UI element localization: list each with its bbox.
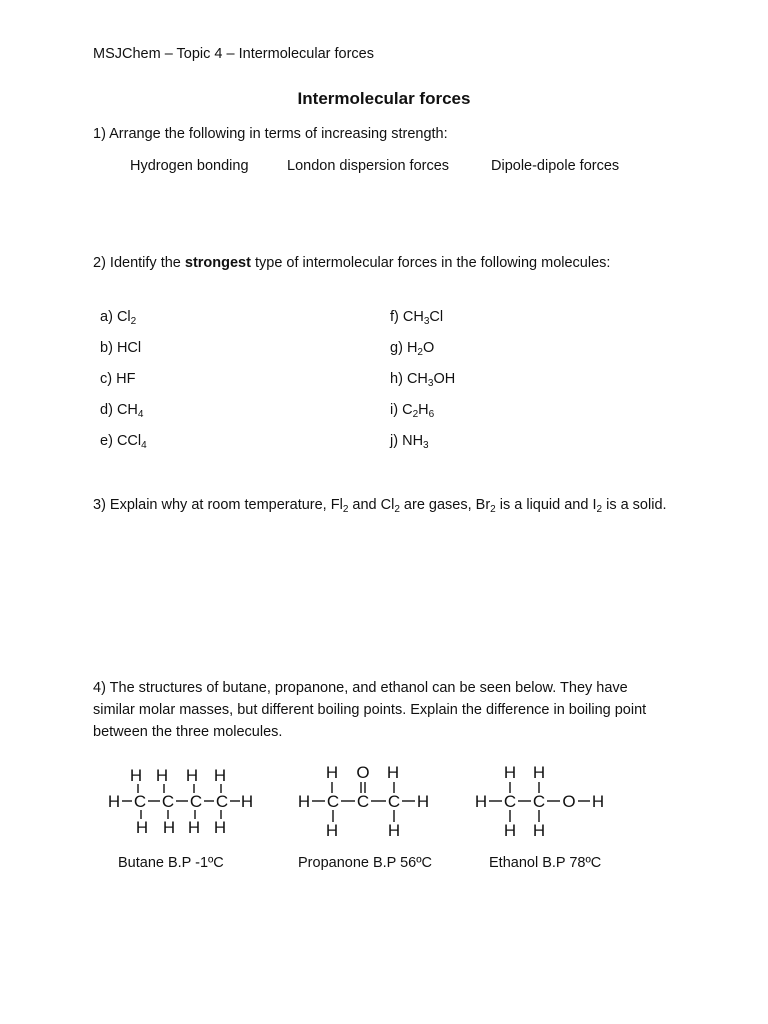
subscript: 6 (428, 409, 435, 420)
item-label: d) (100, 402, 113, 418)
atom-o: O (562, 792, 576, 811)
molecule-formula (117, 433, 147, 449)
subscript: 2 (490, 504, 496, 515)
atom-h: H (591, 792, 605, 811)
formula-text: 3) Explain why at room temperature, Fl (93, 497, 343, 513)
molecule-formula (407, 340, 434, 356)
item-label: c) (100, 371, 113, 387)
molecule-item (100, 337, 141, 359)
molecule-item (390, 337, 434, 359)
atom-h: H (503, 763, 517, 782)
ethanol-caption: Ethanol B.P 78ºC (489, 855, 602, 871)
molecule-item (100, 430, 147, 452)
subscript: 3 (427, 378, 434, 389)
subscript: 2 (130, 316, 137, 327)
question-2-text-start: 2) Identify the (93, 255, 185, 271)
molecule-formula (407, 371, 455, 387)
atom-h: H (503, 821, 517, 840)
atom-h: H (297, 792, 311, 811)
molecule-item (390, 399, 434, 421)
question-2-text-bold: strongest (184, 255, 251, 271)
item-label: a) (100, 309, 113, 325)
item-label: e) (100, 433, 113, 449)
formula-text: O (422, 340, 435, 356)
atom-h: H (474, 792, 488, 811)
formula-text: CH (402, 309, 424, 325)
molecule-formula (403, 309, 443, 325)
molecule-formula (117, 402, 144, 418)
molecule-formula (117, 340, 141, 356)
formula-text: CH (116, 402, 138, 418)
subscript: 2 (596, 504, 603, 515)
atom-h: H (240, 792, 254, 811)
molecule-item (390, 306, 443, 328)
molecule-formula (402, 402, 434, 418)
force-hydrogen-bonding: Hydrogen bonding (130, 158, 249, 174)
atom-h: H (387, 821, 401, 840)
subscript: 4 (137, 409, 144, 420)
page-header: MSJChem – Topic 4 – Intermolecular forces (93, 46, 374, 62)
atom-c: C (387, 792, 401, 811)
formula-text: HCl (116, 340, 142, 356)
subscript: 2 (394, 504, 400, 515)
atom-h: H (135, 818, 149, 837)
atom-h: H (325, 763, 339, 782)
ethanol-structure (466, 758, 616, 843)
molecule-formula (402, 433, 429, 449)
atom-c: C (215, 792, 229, 811)
butane-caption: Butane B.P -1ºC (118, 855, 224, 871)
atom-h: H (532, 821, 546, 840)
propanone-structure (290, 758, 440, 843)
atom-c: C (503, 792, 517, 811)
molecule-formula (116, 371, 135, 387)
molecule-item (100, 306, 136, 328)
question-2-text (93, 252, 673, 274)
formula-text: Cl (116, 309, 131, 325)
atom-o: O (356, 763, 370, 782)
formula-text: NH (402, 433, 424, 449)
molecule-item (390, 368, 455, 390)
atom-h: H (213, 766, 227, 785)
formula-text: C (402, 402, 413, 418)
formula-text: H (406, 340, 418, 356)
subscript: 2 (412, 409, 419, 420)
subscript: 4 (141, 440, 147, 451)
item-label: b) (100, 340, 113, 356)
page-title: Intermolecular forces (297, 89, 471, 108)
atom-h: H (416, 792, 430, 811)
question-4-text: 4) The structures of butane, propanone, and ethanol can be seen below. They have similar molar masses, but different boiling points. Explain the difference in boiling point between the three molecules. (93, 680, 647, 740)
question-3-text (93, 494, 673, 516)
formula-text: are gases, Br (399, 497, 491, 513)
question-1-text: 1) Arrange the following in terms of increasing strength: (93, 126, 448, 142)
formula-text: CCl (116, 433, 142, 449)
atom-c: C (356, 792, 370, 811)
force-london-dispersion: London dispersion forces (287, 158, 450, 174)
atom-h: H (162, 818, 176, 837)
molecule-item (100, 399, 143, 421)
formula-text: is a liquid and I (495, 497, 597, 513)
formula-text: OH (433, 371, 456, 387)
item-label: i) (390, 402, 399, 418)
item-label: j) (390, 433, 399, 449)
formula-text: HF (116, 371, 136, 387)
atom-h: H (107, 792, 121, 811)
atom-h: H (532, 763, 546, 782)
atom-c: C (133, 792, 147, 811)
formula-text: is a solid. (602, 497, 667, 513)
question-2-text-end: type of intermolecular forces in the following molecules: (250, 255, 611, 271)
atom-c: C (161, 792, 175, 811)
item-label: f) (390, 309, 399, 325)
atom-h: H (185, 766, 199, 785)
atom-h: H (129, 766, 143, 785)
force-dipole-dipole: Dipole-dipole forces (491, 158, 620, 174)
subscript: 3 (423, 440, 429, 451)
subscript: 2 (417, 347, 423, 358)
item-label: g) (390, 340, 403, 356)
atom-h: H (213, 818, 227, 837)
atom-h: H (325, 821, 339, 840)
formula-text: and Cl (348, 497, 395, 513)
item-label: h) (390, 371, 403, 387)
molecule-item (100, 368, 135, 390)
molecule-formula (117, 309, 136, 325)
molecule-item (390, 430, 429, 452)
butane-structure (100, 758, 265, 843)
subscript: 2 (342, 504, 349, 515)
formula-text: Cl (429, 309, 444, 325)
atom-h: H (187, 818, 201, 837)
subscript: 3 (423, 316, 430, 327)
atom-c: C (326, 792, 340, 811)
atom-c: C (532, 792, 546, 811)
formula-text: CH (406, 371, 428, 387)
atom-h: H (386, 763, 400, 782)
atom-h: H (155, 766, 169, 785)
propanone-caption: Propanone B.P 56ºC (298, 855, 433, 871)
formula-text: H (418, 402, 429, 418)
atom-c: C (189, 792, 203, 811)
